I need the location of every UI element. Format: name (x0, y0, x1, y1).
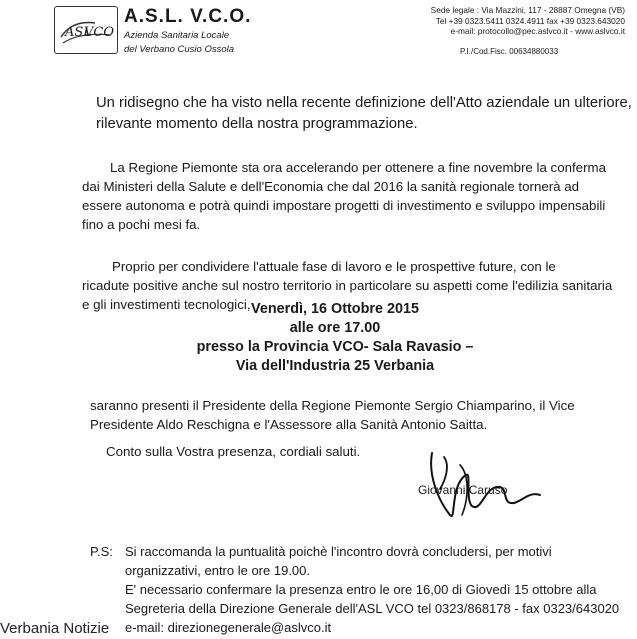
postscript-line-4: Segreteria della Direzione Generale dell'ASL VCO tel 0323/868178 - fax 0323/643020 (125, 601, 620, 616)
paragraph-2-line-2: dai Ministeri della Salute e dell'Economia che dal 2016 la sanità regionale tornerà ad (82, 179, 580, 194)
paragraph-1-line-1: Un ridisegno che ha visto nella recente definizione dell'Atto aziendale un ulteriore, (96, 95, 632, 111)
paragraph-4-line-2: Presidente Aldo Reschigna e l'Assessore alla Sanità Antonio Saitta. (90, 417, 488, 432)
logo-text: ASL (65, 25, 92, 40)
event-place-line-2: Via dell'Industria 25 Verbania (235, 358, 435, 374)
contact-address: Sede legale : Via Mazzini, 117 - 28887 Omegna (VB) (430, 5, 625, 15)
paragraph-1-line-2: rilevante momento della nostra programmazione. (96, 116, 418, 132)
event-time: alle ore 17.00 (289, 320, 381, 336)
paragraph-2-line-1: La Regione Piemonte sta ora accelerando per ottenere a fine novembre la conferma (110, 160, 606, 175)
source-watermark: Verbania Notizie (0, 620, 110, 637)
asl-logo (54, 6, 118, 54)
postscript-line-2: organizzativi, entro le ore 19.00. (125, 563, 310, 578)
organization-subtitle-2: del Verbano Cusio Ossola (124, 44, 235, 55)
logo-text-2: VCO (84, 25, 114, 40)
contact-block (400, 5, 625, 37)
postscript-line-5: e-mail: direzionegenerale@aslvco.it (125, 620, 332, 635)
paragraph-3-line-3: e gli investimenti tecnologici, (82, 297, 251, 312)
paragraph-2-line-3: essere autonoma e potrà quindi impostare progetti di investimento e sviluppo impensabili (82, 198, 606, 213)
postscript-line-1: Si raccomanda la puntualità poichè l'incontro dovrà concludersi, per motivi (125, 544, 552, 559)
organization-name: A.S.L. V.C.O. (124, 6, 252, 27)
contact-phone: Tel +39 0323.5411 0324.4911 fax +39 0323.643020 (435, 15, 625, 26)
paragraph-4-line-1: saranno presenti il Presidente della Regione Piemonte Sergio Chiamparino, il Vice (90, 398, 575, 413)
event-place-line-1: presso la Provincia VCO- Sala Ravasio – (196, 339, 474, 355)
paragraph-3-line-2: ricadute positive anche sul nostro territorio in particolare su aspetti come l'edilizia sanitaria (82, 278, 613, 293)
signatory-name: Giovanni Caruso (418, 483, 508, 497)
logo-graphic-icon (55, 7, 117, 53)
postscript-body (125, 542, 637, 637)
organization-block (124, 6, 251, 56)
paragraph-3-line-1: Proprio per condividere l'attuale fase di lavoro e le prospettive future, con le (112, 259, 556, 274)
postscript-label: P.S: (90, 544, 113, 559)
event-date: Venerdì, 16 Ottobre 2015 (251, 301, 419, 317)
postscript-line-3: E' necessario confermare la presenza entro le ore 16,00 di Giovedì 15 ottobre alla (125, 582, 597, 597)
closing-greeting: Conto sulla Vostra presenza, cordiali saluti. (106, 444, 361, 459)
contact-email: e-mail: protocollo@pec.aslvco.it - www.aslvco.it (450, 26, 625, 36)
vat-number: P.I./Cod.Fisc. 00634880033 (460, 47, 559, 56)
paragraph-2-line-4: fino a pochi mesi fa. (82, 217, 201, 232)
organization-subtitle-1: Azienda Sanitaria Locale (124, 30, 230, 41)
